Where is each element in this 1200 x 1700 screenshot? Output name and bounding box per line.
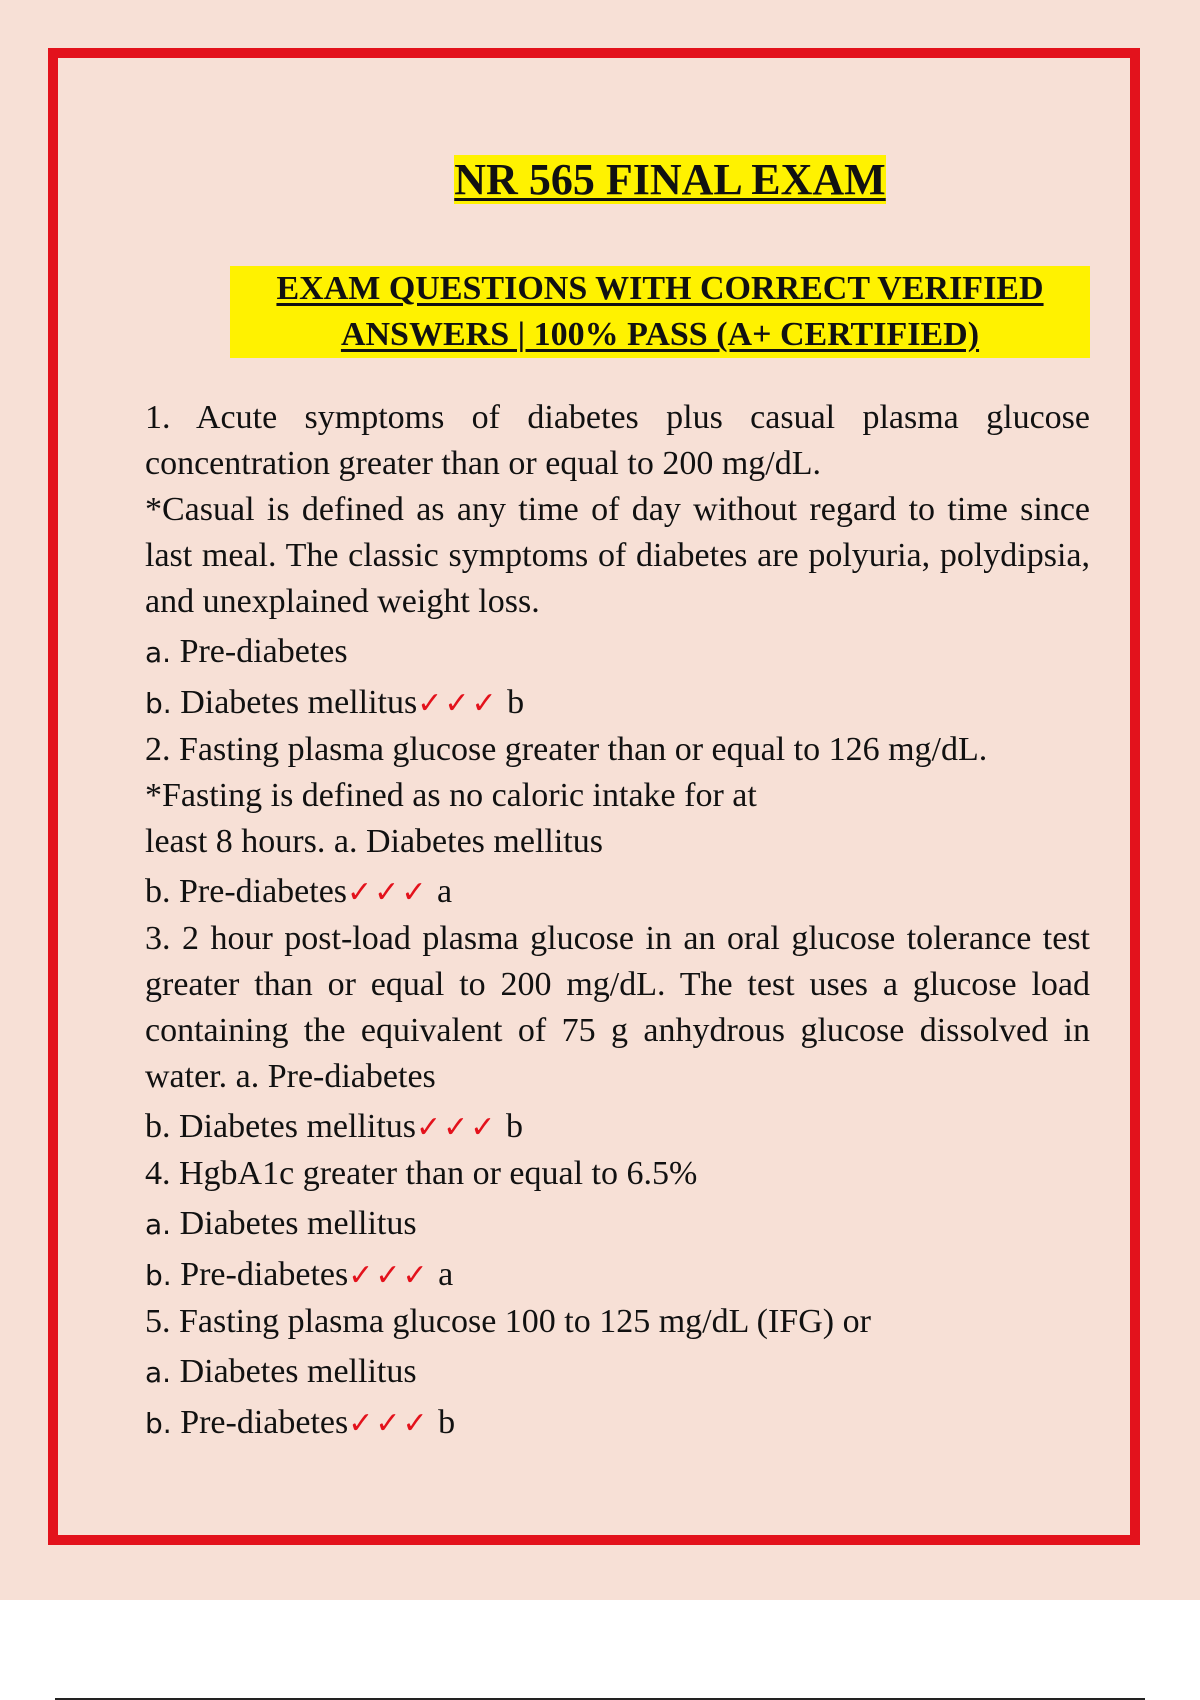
check-marks-icon: ✓✓✓ bbox=[348, 1406, 430, 1441]
question-1-option-b bbox=[145, 680, 1090, 727]
answer-letter: b bbox=[505, 1108, 523, 1145]
question-5-option-b bbox=[145, 1400, 1090, 1447]
title-text: NR 565 FINAL EXAM bbox=[454, 155, 886, 204]
question-2-stem: 2. Fasting plasma glucose greater than or equal to 126 mg/dL. bbox=[145, 731, 988, 768]
option-key: b. bbox=[145, 1259, 172, 1292]
option-text: Diabetes mellitus bbox=[179, 1205, 417, 1242]
check-marks-icon: ✓✓✓ bbox=[347, 875, 429, 910]
option-text: b. Pre-diabetes bbox=[145, 873, 348, 910]
question-3-stem: 3. 2 hour post-load plasma glucose in an oral glucose tolerance test greater than or equal to 200 mg/dL. The test uses a glucose load containing the equivalent of 75 g anhydrous glucose dissolved in water. a. Pre-diabetes bbox=[145, 920, 1090, 1095]
option-key: a. bbox=[145, 1208, 172, 1241]
check-marks-icon: ✓✓✓ bbox=[348, 1258, 430, 1293]
question-3-option-b bbox=[145, 1104, 1090, 1151]
option-key: b. bbox=[145, 1407, 172, 1440]
answer-letter: a bbox=[436, 873, 453, 910]
document-title bbox=[0, 155, 1200, 204]
question-5-option-a bbox=[145, 1349, 1090, 1396]
question-5-stem: 5. Fasting plasma glucose 100 to 125 mg/dL (IFG) or bbox=[145, 1303, 871, 1340]
option-key: a. bbox=[145, 636, 172, 669]
question-list bbox=[145, 395, 1090, 1447]
option-key: a. bbox=[145, 1356, 172, 1389]
option-text: b. Diabetes mellitus bbox=[145, 1108, 417, 1145]
option-text: Pre-diabetes bbox=[179, 633, 348, 670]
document-subtitle bbox=[230, 266, 1090, 358]
option-text: Diabetes mellitus bbox=[180, 684, 418, 721]
answer-letter: b bbox=[438, 1404, 456, 1441]
question-4-option-a bbox=[145, 1201, 1090, 1248]
answer-letter: b bbox=[507, 684, 525, 721]
answer-letter: a bbox=[438, 1256, 454, 1293]
option-text: Diabetes mellitus bbox=[179, 1353, 417, 1390]
question-2-note: *Fasting is defined as no caloric intake for at bbox=[145, 777, 757, 814]
question-2-option-b bbox=[145, 869, 1090, 916]
check-marks-icon: ✓✓✓ bbox=[416, 1110, 498, 1145]
subtitle-line-1: EXAM QUESTIONS WITH CORRECT VERIFIED bbox=[276, 270, 1044, 307]
question-1-option-a bbox=[145, 629, 1090, 676]
question-4-stem: 4. HgbA1c greater than or equal to 6.5% bbox=[145, 1155, 698, 1192]
subtitle-line-2: ANSWERS | 100% PASS (A+ CERTIFIED) bbox=[340, 316, 980, 353]
question-1-stem: 1. Acute symptoms of diabetes plus casual plasma glucose concentration greater than or equal to 200 mg/dL. bbox=[145, 399, 1090, 482]
question-4-option-b bbox=[145, 1252, 1090, 1299]
question-1-note: *Casual is defined as any time of day without regard to time since last meal. The classic symptoms of diabetes are polyuria, polydipsia, and unexplained weight loss. bbox=[145, 491, 1090, 620]
question-2-note-continued: least 8 hours. a. Diabetes mellitus bbox=[145, 823, 603, 860]
option-text: Pre-diabetes bbox=[180, 1404, 349, 1441]
check-marks-icon: ✓✓✓ bbox=[417, 686, 499, 721]
option-text: Pre-diabetes bbox=[180, 1256, 349, 1293]
option-key: b. bbox=[145, 687, 172, 720]
